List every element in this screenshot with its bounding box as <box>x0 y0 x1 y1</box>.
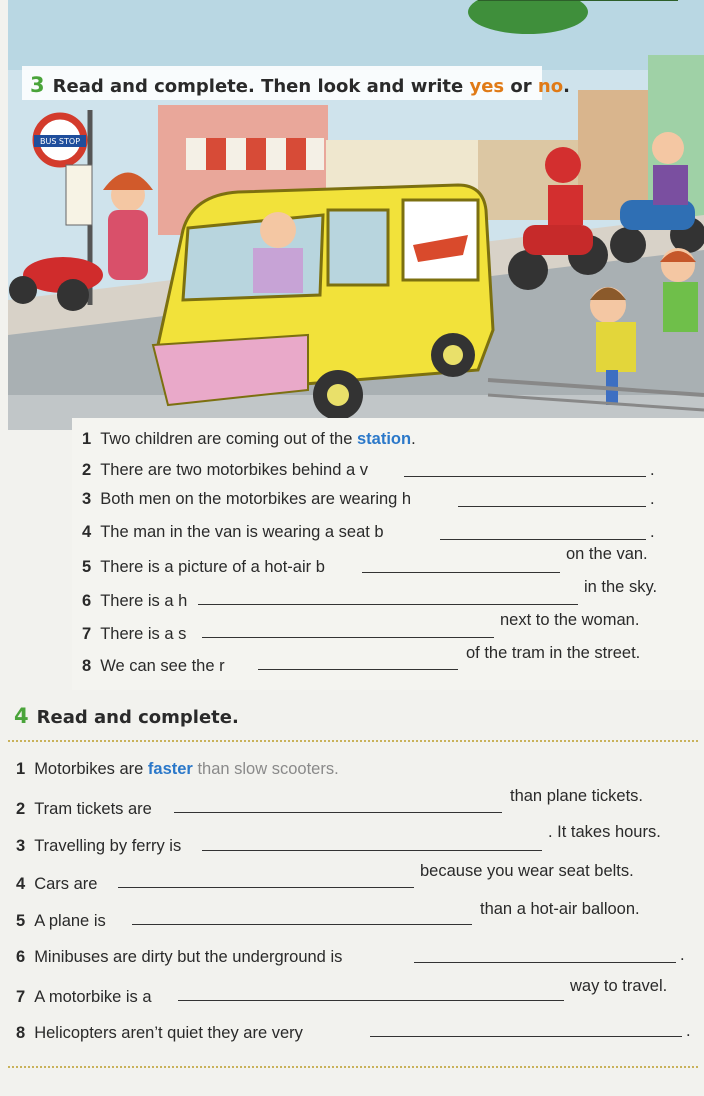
item-text: Two children are coming out of the <box>100 430 357 448</box>
item-number: 8 <box>82 657 92 675</box>
exercise3-number: 3 <box>30 73 45 97</box>
item-text: Tram tickets are <box>34 800 152 818</box>
answer-blank[interactable] <box>404 476 646 477</box>
item-number: 8 <box>16 1024 26 1042</box>
answer-blank[interactable] <box>198 604 578 605</box>
after-text: of the tram in the street. <box>466 644 641 662</box>
ex3-item-7 <box>82 625 186 644</box>
after-text: . <box>680 946 685 964</box>
after-text: because you wear seat belts. <box>420 862 634 880</box>
answer-blank[interactable] <box>458 506 646 507</box>
item-text: Both men on the motorbikes are wearing h <box>100 490 412 508</box>
answer-blank[interactable] <box>132 924 472 925</box>
after-text: . <box>650 523 655 541</box>
item-number: 6 <box>82 592 92 610</box>
exercise4-title <box>14 704 239 728</box>
ex4-item-6 <box>16 948 342 967</box>
item-text: Cars are <box>34 875 98 893</box>
item-number: 1 <box>82 430 92 448</box>
after-text: . It takes hours. <box>548 823 661 841</box>
item-number: 4 <box>16 875 26 893</box>
word-yes: yes <box>469 76 505 97</box>
exercise3-title-text: Read and complete. Then look and write <box>52 76 470 97</box>
ex4-item-7 <box>16 988 152 1007</box>
after-text: . <box>650 490 655 508</box>
ex3-item-4 <box>82 523 384 542</box>
ex3-item-1 <box>82 430 416 449</box>
item-number: 6 <box>16 948 26 966</box>
after-text: than plane tickets. <box>510 787 643 805</box>
answer-blank[interactable] <box>118 887 414 888</box>
item-text: A plane is <box>34 912 106 930</box>
item-text: There is a picture of a hot-air b <box>100 558 325 576</box>
after-text: way to travel. <box>570 977 668 995</box>
item-number: 3 <box>82 490 92 508</box>
street-scene-illustration <box>8 0 704 430</box>
ex3-item-5 <box>82 558 325 577</box>
answer-blank[interactable] <box>370 1036 682 1037</box>
example-answer: faster <box>147 760 193 778</box>
ex3-item-3 <box>82 490 411 509</box>
after-text: in the sky. <box>584 578 658 596</box>
word-no: no <box>537 76 564 97</box>
item-text: The man in the van is wearing a seat b <box>100 523 384 541</box>
item-number: 2 <box>82 461 92 479</box>
after-text: . <box>650 461 655 479</box>
item-number: 2 <box>16 800 26 818</box>
ex4-item-8 <box>16 1024 303 1043</box>
ex4-item-3 <box>16 837 181 856</box>
dotted-divider <box>8 740 698 742</box>
after-text: on the van. <box>566 545 648 563</box>
item-text: Helicopters aren’t quiet they are very <box>34 1024 303 1042</box>
item-number: 7 <box>16 988 26 1006</box>
item-text: Motorbikes are <box>34 760 148 778</box>
title-period: . <box>563 76 570 97</box>
item-rest: than slow scooters. <box>192 760 339 778</box>
item-text: There are two motorbikes behind a v <box>100 461 368 479</box>
item-number: 3 <box>16 837 26 855</box>
item-number: 5 <box>82 558 92 576</box>
exercise3-title <box>30 73 570 97</box>
answer-blank[interactable] <box>202 850 542 851</box>
dotted-divider <box>8 1066 698 1068</box>
after-text: next to the woman. <box>500 611 640 629</box>
ex3-item-6 <box>82 592 187 611</box>
ex3-item-8 <box>82 657 225 676</box>
after-text: . <box>686 1022 691 1040</box>
answer-blank[interactable] <box>414 962 676 963</box>
item-text: Travelling by ferry is <box>34 837 182 855</box>
ex3-item-2 <box>82 461 368 480</box>
item-end: . <box>411 430 416 448</box>
item-number: 4 <box>82 523 92 541</box>
answer-blank[interactable] <box>178 1000 564 1001</box>
ex4-item-4 <box>16 875 97 894</box>
example-answer: station <box>357 430 412 448</box>
answer-blank[interactable] <box>362 572 560 573</box>
bus-stop-sign-label: BUS STOP <box>39 137 81 146</box>
answer-blank[interactable] <box>202 637 494 638</box>
item-text: A motorbike is a <box>34 988 152 1006</box>
exercise4-number: 4 <box>14 704 29 728</box>
answer-blank[interactable] <box>174 812 502 813</box>
ex4-item-5 <box>16 912 106 931</box>
word-or: or <box>504 76 538 97</box>
item-number: 7 <box>82 625 92 643</box>
answer-blank[interactable] <box>258 669 458 670</box>
item-text: There is a h <box>100 592 188 610</box>
exercise4-title-text: Read and complete. <box>36 707 239 728</box>
answer-blank[interactable] <box>440 539 646 540</box>
item-text: There is a s <box>100 625 187 643</box>
item-text: We can see the r <box>100 657 225 675</box>
ex4-item-2 <box>16 800 152 819</box>
ex4-item-1 <box>16 760 339 779</box>
after-text: than a hot-air balloon. <box>480 900 640 918</box>
item-number: 5 <box>16 912 26 930</box>
item-number: 1 <box>16 760 26 778</box>
item-text: Minibuses are dirty but the underground is <box>34 948 343 966</box>
